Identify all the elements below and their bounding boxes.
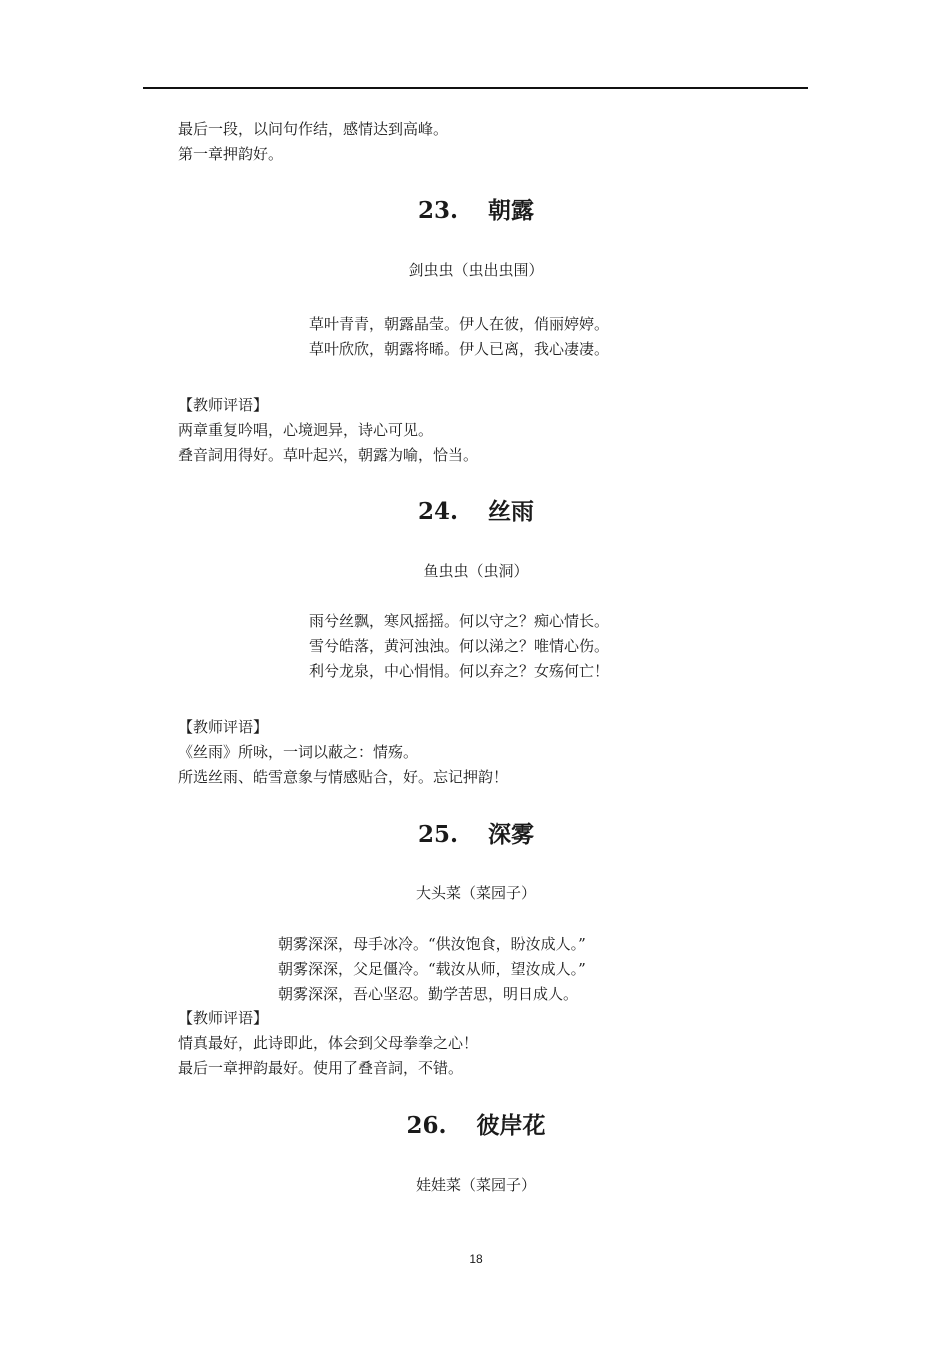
comment-line: 两章重复吟唱，心境迥异，诗心可见。 <box>178 421 434 439</box>
poem-line: 雨兮丝飘，寒风摇摇。何以守之？痴心情长。 <box>309 612 610 630</box>
poem-line: 草叶青青，朝露晶莹。伊人在彼，俏丽婷婷。 <box>309 315 610 333</box>
comment-line: 最后一章押韵最好。使用了叠音詞，不错。 <box>178 1059 464 1077</box>
comment-line: 叠音詞用得好。草叶起兴，朝露为喻，恰当。 <box>178 446 479 464</box>
section-title: 彼岸花 <box>476 1112 546 1139</box>
page-number: 18 <box>469 1252 483 1266</box>
poem-line: 朝雾深深，吾心坚忍。勤学苦思，明日成人。 <box>278 985 579 1003</box>
comment-line: 《丝雨》所咏，一词以蔽之：情殇。 <box>178 743 419 761</box>
comment-line: 情真最好，此诗即此，体会到父母拳拳之心！ <box>178 1034 479 1052</box>
section-heading <box>0 820 952 850</box>
comment-line: 所选丝雨、皓雪意象与情感贴合，好。忘记押韵！ <box>178 768 509 786</box>
comment-label: 【教师评语】 <box>178 396 269 414</box>
poem-line: 利兮龙泉，中心悁悁。何以弃之？女殇何亡！ <box>309 662 610 680</box>
section-title: 朝露 <box>488 197 534 224</box>
section-author: 剑虫虫（虫出虫围） <box>408 261 544 279</box>
comment-label: 【教师评语】 <box>178 718 269 736</box>
poem-line: 草叶欣欣，朝露将晞。伊人已离，我心凄凄。 <box>309 340 610 358</box>
section-heading <box>0 497 952 527</box>
section-title: 丝雨 <box>488 498 534 525</box>
poem-line: 朝雾深深，母手冰冷。“供汝饱食，盼汝成人。” <box>278 935 586 953</box>
poem-line: 雪兮皓落，黄河浊浊。何以涕之？唯情心伤。 <box>309 637 610 655</box>
poem-line: 朝雾深深，父足僵冷。“载汝从师，望汝成人。” <box>278 960 586 978</box>
intro-line: 第一章押韵好。 <box>178 145 284 163</box>
header-rule <box>143 87 808 89</box>
section-title: 深雾 <box>488 821 534 848</box>
section-author: 大头菜（菜园子） <box>415 884 536 902</box>
section-heading <box>0 196 952 226</box>
intro-line: 最后一段，以问句作结，感情达到高峰。 <box>178 120 449 138</box>
section-author: 鱼虫虫（虫洞） <box>423 562 529 580</box>
section-number: 24. <box>417 498 458 525</box>
section-heading <box>0 1111 952 1141</box>
section-number: 23. <box>417 197 458 224</box>
section-number: 25. <box>417 821 458 848</box>
comment-label: 【教师评语】 <box>178 1009 269 1027</box>
section-number: 26. <box>406 1112 447 1139</box>
section-author: 娃娃菜（菜园子） <box>415 1176 536 1194</box>
